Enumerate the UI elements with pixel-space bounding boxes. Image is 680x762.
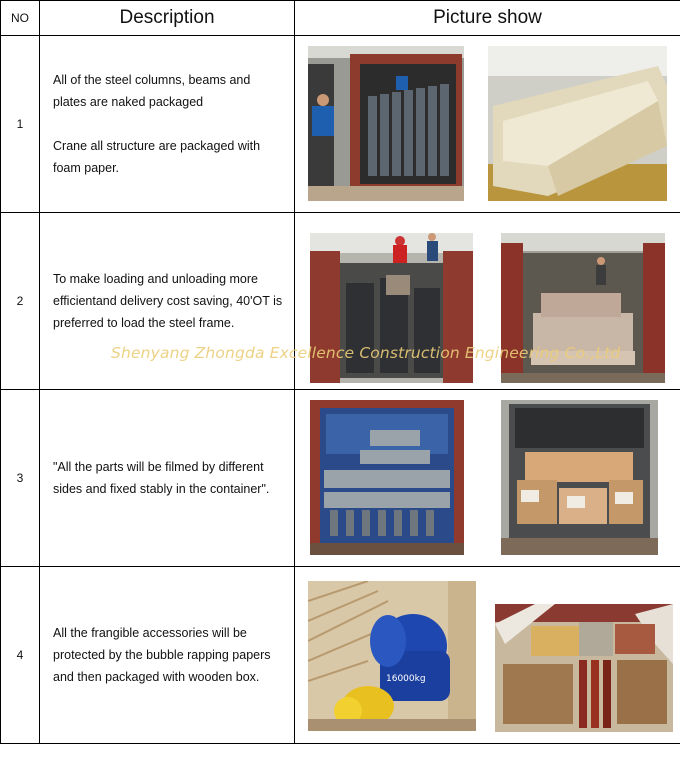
description-paragraph: All the frangible accessories will be protected by the bubble rapping papers and then packaged with wooden box. — [53, 626, 271, 684]
row-number: 3 — [1, 390, 40, 567]
photo-forklift-loading-container — [308, 46, 464, 201]
photo-boxed-accessories — [495, 604, 673, 732]
table-row — [1, 213, 680, 390]
description-paragraph: "All the parts will be filmed by different sides and fixed stably in the container". — [53, 460, 270, 496]
row-description — [40, 213, 295, 390]
table-row — [1, 390, 680, 567]
description-paragraph: Crane all structure are packaged with foam paper. — [53, 139, 261, 175]
photo-wrapped-frame-in-container — [501, 233, 665, 383]
row-description — [40, 390, 295, 567]
photo-hoist-in-wooden-box — [308, 581, 476, 731]
photo-steel-parts-in-container — [310, 400, 464, 555]
row-description — [40, 36, 295, 213]
row-number: 4 — [1, 567, 40, 744]
row-photos — [295, 567, 680, 744]
hoist-label: 16000kg — [386, 674, 426, 684]
header-picture-show: Picture show — [295, 1, 680, 36]
table-row — [1, 36, 680, 213]
row-photos — [295, 36, 680, 213]
header-no: NO — [1, 1, 40, 36]
row-number: 1 — [1, 36, 40, 213]
header-description: Description — [40, 1, 295, 36]
photo-crated-parts-in-container — [501, 400, 658, 555]
row-photos — [295, 213, 680, 390]
row-photos — [295, 390, 680, 567]
row-number: 2 — [1, 213, 40, 390]
company-watermark: Shenyang Zhongda Excellence Construction Engineering Co.,Ltd — [111, 344, 621, 362]
table-row — [1, 567, 680, 744]
description-paragraph: To make loading and unloading more efficientand delivery cost saving, 40'OT is preferred to load the steel frame. — [53, 272, 283, 330]
row-description — [40, 567, 295, 744]
description-paragraph: All of the steel columns, beams and plates are naked packaged — [53, 73, 251, 109]
photo-workers-on-open-top-container — [310, 233, 473, 383]
photo-foam-wrapped-beams — [488, 46, 667, 201]
header-row — [1, 1, 680, 36]
